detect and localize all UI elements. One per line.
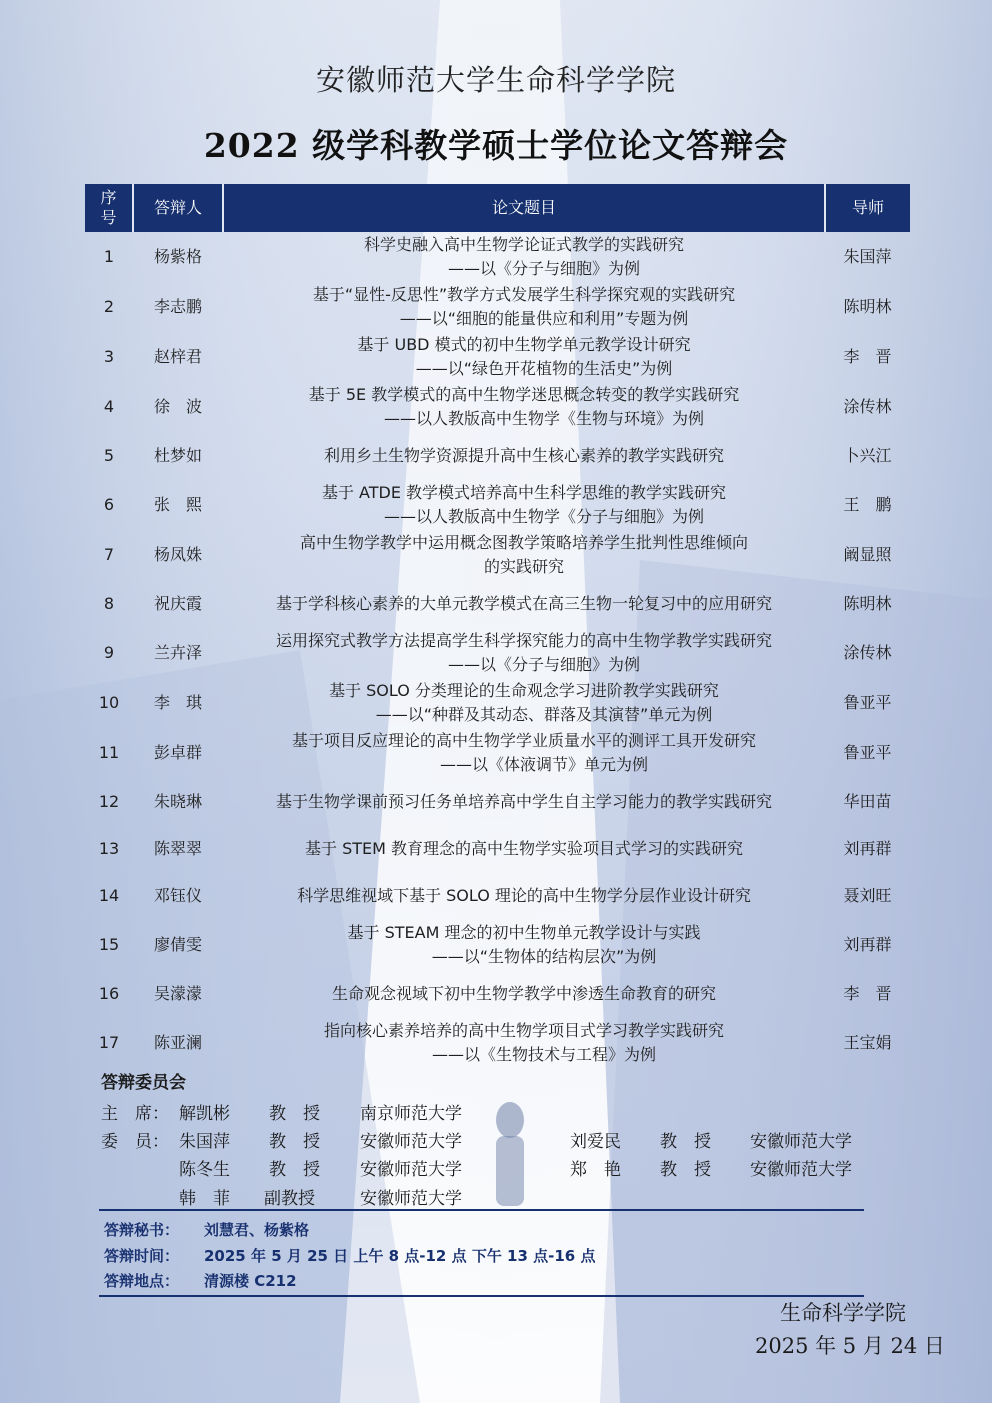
cell-advisor: 阚显照 [843,545,892,564]
cell-no: 15 [98,935,120,954]
thesis-subtitle-line: ——以《分子与细胞》为例 [447,259,640,278]
member-name: 朱国萍 [179,1132,230,1152]
thesis-title-line: 利用乡土生物学资源提升高中生核心素养的教学实践研究 [323,446,724,465]
cell-no: 14 [98,886,120,905]
table-row [85,1018,910,1068]
cell-student: 彭卓群 [153,743,202,762]
thesis-subtitle-line: ——以“生物体的结构层次”为例 [431,947,657,966]
thesis-title-line: 基于项目反应理论的高中生物学学业质量水平的测评工具开发研究 [291,731,756,750]
cell-student: 杜梦如 [153,446,202,465]
member-org: 安徽师范大学 [750,1160,852,1180]
thesis-subtitle-line: ——以《生物技术与工程》为例 [431,1045,656,1064]
member-label: 委 员： [101,1132,169,1152]
table-row [85,432,910,480]
cell-thesis-title [223,826,825,872]
thesis-title-line: 基于 STEM 教育理念的高中生物学实验项目式学习的实践研究 [304,839,744,858]
cell-no: 9 [103,643,115,662]
chair-org: 南京师范大学 [360,1104,462,1124]
thesis-title-line: 基于 ATDE 教学模式培养高中生科学思维的教学实践研究 [321,483,727,502]
thesis-table [85,184,910,1068]
table-row [85,826,910,872]
cell-student: 赵梓君 [153,347,202,366]
cell-student: 杨紫格 [153,247,202,266]
cell-advisor: 陈明林 [843,297,892,316]
table-row [85,728,910,778]
member-org: 安徽师范大学 [750,1132,852,1152]
cell-advisor: 陈明林 [843,594,892,613]
member-rank: 副教授 [264,1189,315,1209]
cell-advisor: 鲁亚平 [843,743,892,762]
member-name: 刘爱民 [570,1132,621,1152]
member-org: 安徽师范大学 [360,1189,462,1209]
thesis-title-line: 科学思维视域下基于 SOLO 理论的高中生物学分层作业设计研究 [297,886,751,905]
cell-advisor: 华田苗 [843,792,892,811]
thesis-title-line: 基于生物学课前预习任务单培养高中学生自主学习能力的教学实践研究 [275,792,772,811]
cell-thesis-title [223,1018,825,1068]
cell-advisor: 刘再群 [843,839,892,858]
cell-thesis-title [223,530,825,580]
thesis-subtitle-line: ——以人教版高中生物学《生物与环境》为例 [383,409,704,428]
thesis-title-line: 基于 SOLO 分类理论的生命观念学习进阶教学实践研究 [329,681,719,700]
table-row [85,778,910,826]
cell-advisor: 王宝娟 [843,1033,892,1052]
secretary-label: 答辩秘书： [104,1221,180,1239]
thesis-title-line: 科学史融入高中生物学论证式教学的实践研究 [363,235,684,254]
cell-advisor: 鲁亚平 [843,693,892,712]
time-value: 2025 年 5 月 25 日 上午 8 点-12 点 下午 13 点-16 点 [204,1247,596,1265]
thesis-subtitle-line: ——以“绿色开花植物的生活史”为例 [415,359,673,378]
cell-student: 张 熙 [153,495,202,514]
time-row [104,1245,595,1266]
cell-thesis-title [223,872,825,920]
thesis-subtitle-line: 的实践研究 [483,557,564,576]
issue-date: 2025 年 5 月 24 日 [755,1334,945,1358]
cell-no: 16 [98,984,120,1003]
cell-student: 陈亚澜 [153,1033,202,1052]
table-body [85,232,910,1068]
thesis-title-line: 基于 STEAM 理念的初中生物单元教学设计与实践 [347,923,701,942]
table-row [85,628,910,678]
table-header-row [85,184,910,232]
table-row [85,920,910,970]
member-name: 陈冬生 [179,1160,230,1180]
time-label: 答辩时间： [104,1247,180,1265]
table-row [85,580,910,628]
cell-no: 4 [103,397,115,416]
cell-advisor: 刘再群 [843,935,892,954]
table-row [85,530,910,580]
secretary-row [104,1219,309,1240]
thesis-title-line: 基于 UBD 模式的初中生物学单元教学设计研究 [357,335,691,354]
table-row [85,970,910,1018]
cell-student: 陈翠翠 [153,839,202,858]
column-header-advisor: 导师 [825,184,910,232]
cell-advisor: 卜兴江 [843,446,892,465]
cell-thesis-title [223,628,825,678]
table-row [85,382,910,432]
cell-thesis-title [223,678,825,728]
cell-thesis-title [223,432,825,480]
column-header-name: 答辩人 [133,184,223,232]
cell-student: 李志鹏 [153,297,202,316]
defense-info-box [99,1209,864,1297]
cell-no: 10 [98,693,120,712]
cell-student: 李 琪 [153,693,202,712]
thesis-subtitle-line: ——以“细胞的能量供应和利用”专题为例 [399,309,689,328]
secretary-value: 刘慧君、杨紫格 [204,1221,310,1239]
cell-no: 6 [103,495,115,514]
member-rank: 教 授 [660,1132,711,1152]
cell-thesis-title [223,728,825,778]
cell-student: 朱晓琳 [153,792,202,811]
cell-no: 13 [98,839,120,858]
issuer-org: 生命科学学院 [780,1301,906,1325]
cell-no: 3 [103,347,115,366]
thesis-title-line: 基于学科核心素养的大单元教学模式在高三生物一轮复习中的应用研究 [275,594,772,613]
member-org: 安徽师范大学 [360,1160,462,1180]
column-header-no: 序号 [85,184,133,232]
thesis-subtitle-line: ——以《分子与细胞》为例 [447,655,640,674]
cell-no: 7 [103,545,115,564]
table-row [85,480,910,530]
cell-thesis-title [223,920,825,970]
cell-student: 吴濛濛 [153,984,202,1003]
cell-thesis-title [223,778,825,826]
table-row [85,332,910,382]
member-name: 郑 艳 [570,1160,621,1180]
cell-no: 8 [103,594,115,613]
member-rank: 教 授 [269,1132,320,1152]
chair-rank: 教 授 [269,1104,320,1124]
chair-name: 解凯彬 [179,1104,230,1124]
cell-no: 1 [103,247,115,266]
thesis-title-line: 基于“显性-反思性”教学方式发展学生科学探究观的实践研究 [312,285,736,304]
thesis-title-line: 基于 5E 教学模式的高中生物学迷思概念转变的教学实践研究 [308,385,740,404]
cell-thesis-title [223,480,825,530]
cell-thesis-title [223,232,825,282]
table-row [85,232,910,282]
cell-no: 11 [98,743,120,762]
thesis-subtitle-line: ——以人教版高中生物学《分子与细胞》为例 [383,507,704,526]
cell-thesis-title [223,382,825,432]
column-header-title: 论文题目 [223,184,825,232]
member-name: 韩 菲 [179,1189,230,1209]
cell-advisor: 王 鹏 [843,495,892,514]
committee-heading: 答辩委员会 [101,1073,186,1093]
cell-advisor: 涂传林 [843,397,892,416]
thesis-title-line: 生命观念视域下初中生物学教学中渗透生命教育的研究 [331,984,716,1003]
thesis-title-line: 指向核心素养培养的高中生物学项目式学习教学实践研究 [323,1021,724,1040]
school-name: 安徽师范大学生命科学学院 [315,63,676,97]
cell-advisor: 李 晋 [843,984,892,1003]
cell-student: 徐 波 [153,397,202,416]
member-rank: 教 授 [660,1160,711,1180]
member-rank: 教 授 [269,1160,320,1180]
cell-thesis-title [223,282,825,332]
place-label: 答辩地点： [104,1272,180,1290]
cell-student: 杨凤姝 [153,545,202,564]
thesis-subtitle-line: ——以《体液调节》单元为例 [439,755,648,774]
table-row [85,678,910,728]
cell-no: 2 [103,297,115,316]
member-org: 安徽师范大学 [360,1132,462,1152]
chair-label: 主 席： [101,1104,169,1124]
cell-advisor: 聂刘旺 [843,886,892,905]
cell-advisor: 朱国萍 [843,247,892,266]
thesis-title-line: 运用探究式教学方法提高学生科学探究能力的高中生物学教学实践研究 [275,631,772,650]
cell-advisor: 李 晋 [843,347,892,366]
table-row [85,872,910,920]
cell-thesis-title [223,970,825,1018]
cell-advisor: 涂传林 [843,643,892,662]
cell-no: 5 [103,446,115,465]
thesis-subtitle-line: ——以“种群及其动态、群落及其演替”单元为例 [375,705,713,724]
thesis-title-line: 高中生物学教学中运用概念图教学策略培养学生批判性思维倾向 [299,533,748,552]
cell-student: 兰卉泽 [153,643,202,662]
cell-no: 12 [98,792,120,811]
cell-thesis-title [223,580,825,628]
place-value: 清源楼 C212 [204,1272,297,1290]
cell-student: 廖倩雯 [153,935,202,954]
cell-student: 邓钰仪 [153,886,202,905]
cell-student: 祝庆霞 [153,594,202,613]
table-row [85,282,910,332]
cell-no: 17 [98,1033,120,1052]
cell-thesis-title [223,332,825,382]
place-row [104,1270,297,1291]
page-title: 2022 级学科教学硕士学位论文答辩会 [203,126,789,165]
